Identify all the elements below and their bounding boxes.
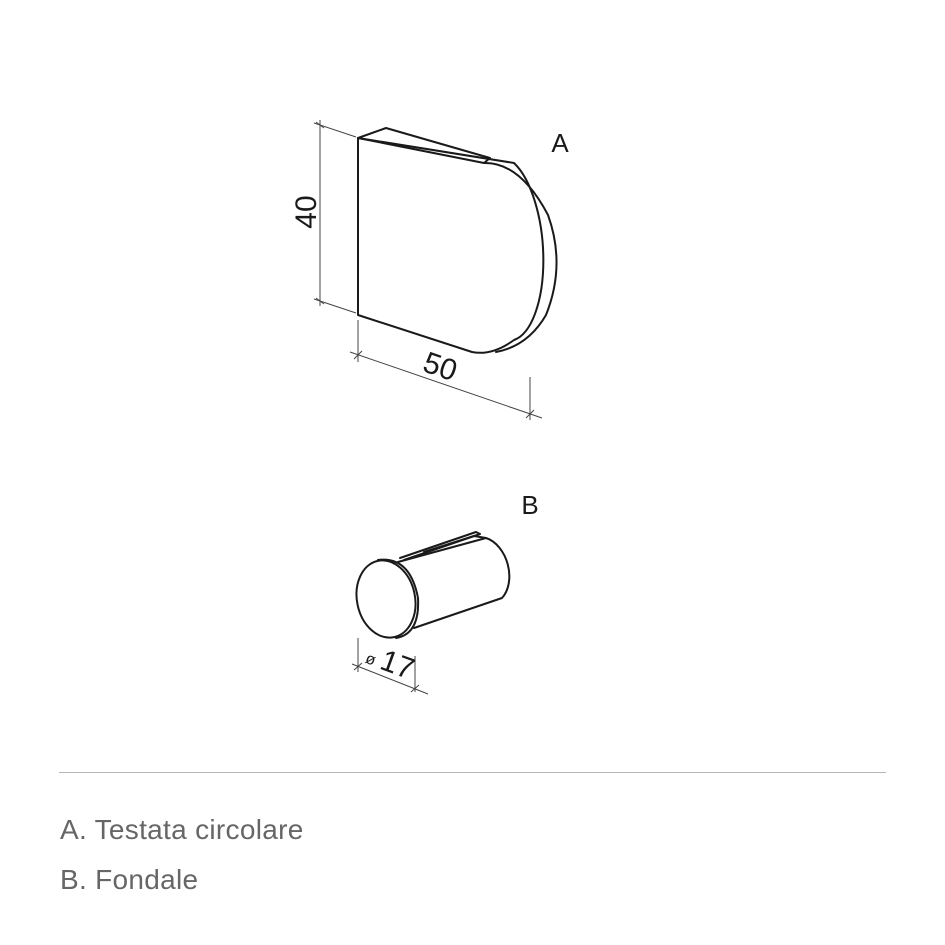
legend-divider (59, 772, 886, 773)
part-a-front-face (358, 138, 543, 353)
dim-50-label: 50 (418, 345, 462, 389)
dim-40-label: 40 (290, 195, 323, 229)
legend-item-b: B. Fondale (60, 864, 199, 895)
part-b-drawing (350, 532, 510, 643)
part-a-drawing (358, 128, 557, 353)
dim-17-label: 17 (375, 643, 419, 687)
part-a-round-edge (484, 163, 557, 352)
part-b-letter: B (521, 490, 539, 520)
part-a-letter: A (551, 128, 569, 158)
part-b-cap-rim (378, 560, 418, 638)
legend-item-a: A. Testata circolare (60, 814, 304, 845)
dim-17-diameter-symbol: ø (363, 650, 379, 670)
part-a-top-face (358, 128, 490, 163)
parts-legend (60, 805, 304, 905)
